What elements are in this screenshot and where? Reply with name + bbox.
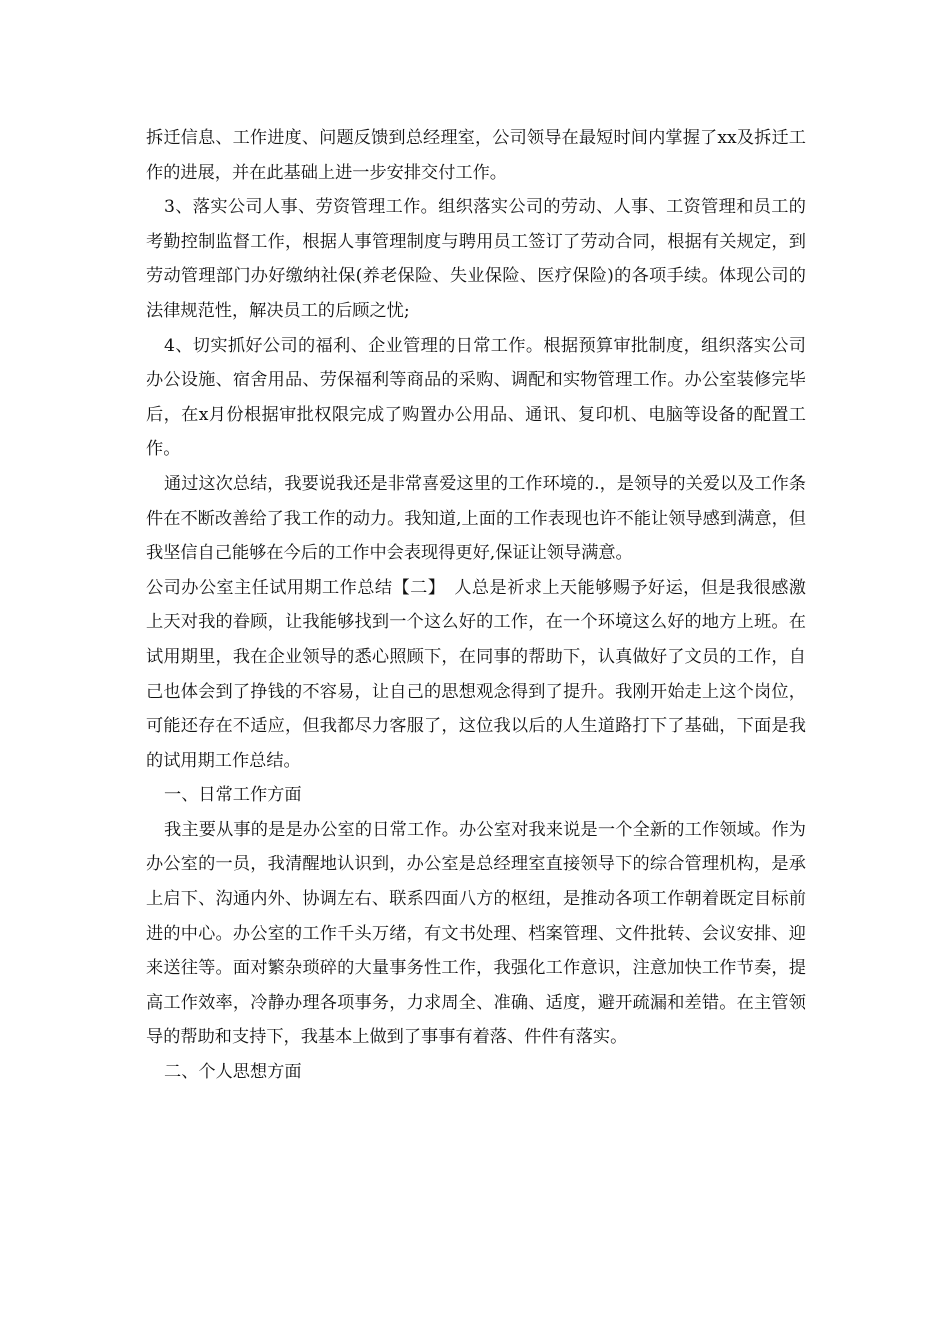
- paragraph-summary-conclusion: 通过这次总结，我要说我还是非常喜爱这里的工作环境的.，是领导的关爱以及工作条件在不断改善给了我工作的动力。我知道,上面的工作表现也许不能让领导感到满意，但我坚信自己能够在今后的工作中会表现得更好,保证让领导满意。: [146, 473, 806, 564]
- paragraph-personnel-management: 3、落实公司人事、劳资管理工作。组织落实公司的劳动、人事、工资管理和员工的考勤控制监督工作，根据人事管理制度与聘用员工签订了劳动合同，根据有关规定，到劳动管理部门办好缴纳社保(养老保险、失业保险、医疗保险)的各项手续。体现公司的法律规范性，解决员工的后顾之忧;: [146, 197, 806, 321]
- paragraph-section-two-intro: 公司办公室主任试用期工作总结【二】 人总是祈求上天能够赐予好运，但是我很感激上天对我的眷顾，让我能够找到一个这么好的工作，在一个环境这么好的地方上班。在试用期里，我在企业领导的悉心照顾下，在同事的帮助下，认真做好了文员的工作，自己也体会到了挣钱的不容易，让自己的思想观念得到了提升。我刚开始走上这个岗位，可能还存在不适应，但我都尽力客服了，这位我以后的人生道路打下了基础，下面是我的试用期工作总结。: [146, 577, 806, 771]
- paragraph-welfare-management: 4、切实抓好公司的福利、企业管理的日常工作。根据预算审批制度，组织落实公司办公设施、宿舍用品、劳保福利等商品的采购、调配和实物管理工作。办公室装修完毕后，在x月份根据审批权限完成了购置办公用品、通讯、复印机、电脑等设备的配置工作。: [146, 335, 806, 460]
- section-heading-daily-work: 一、日常工作方面: [164, 785, 302, 806]
- document-body: [146, 121, 806, 1090]
- paragraph-daily-work: 我主要从事的是是办公室的日常工作。办公室对我来说是一个全新的工作领域。作为办公室的一员，我清醒地认识到，办公室是总经理室直接领导下的综合管理机构，是承上启下、沟通内外、协调左右、联系四面八方的枢纽，是推动各项工作朝着既定目标前进的中心。办公室的工作千头万绪，有文书处理、档案管理、文件批转、会议安排、迎来送往等。面对繁杂琐碎的大量事务性工作，我强化工作意识，注意加快工作节奏，提高工作效率，冷静办理各项事务，力求周全、准确、适度，避开疏漏和差错。在主管领导的帮助和支持下，我基本上做到了事事有着落、件件有落实。: [146, 819, 806, 1048]
- paragraph-relocation-info: 拆迁信息、工作进度、问题反馈到总经理室，公司领导在最短时间内掌握了xx及拆迁工作的进展，并在此基础上进一步安排交付工作。: [146, 128, 806, 183]
- section-heading-personal-thoughts: 二、个人思想方面: [164, 1062, 302, 1083]
